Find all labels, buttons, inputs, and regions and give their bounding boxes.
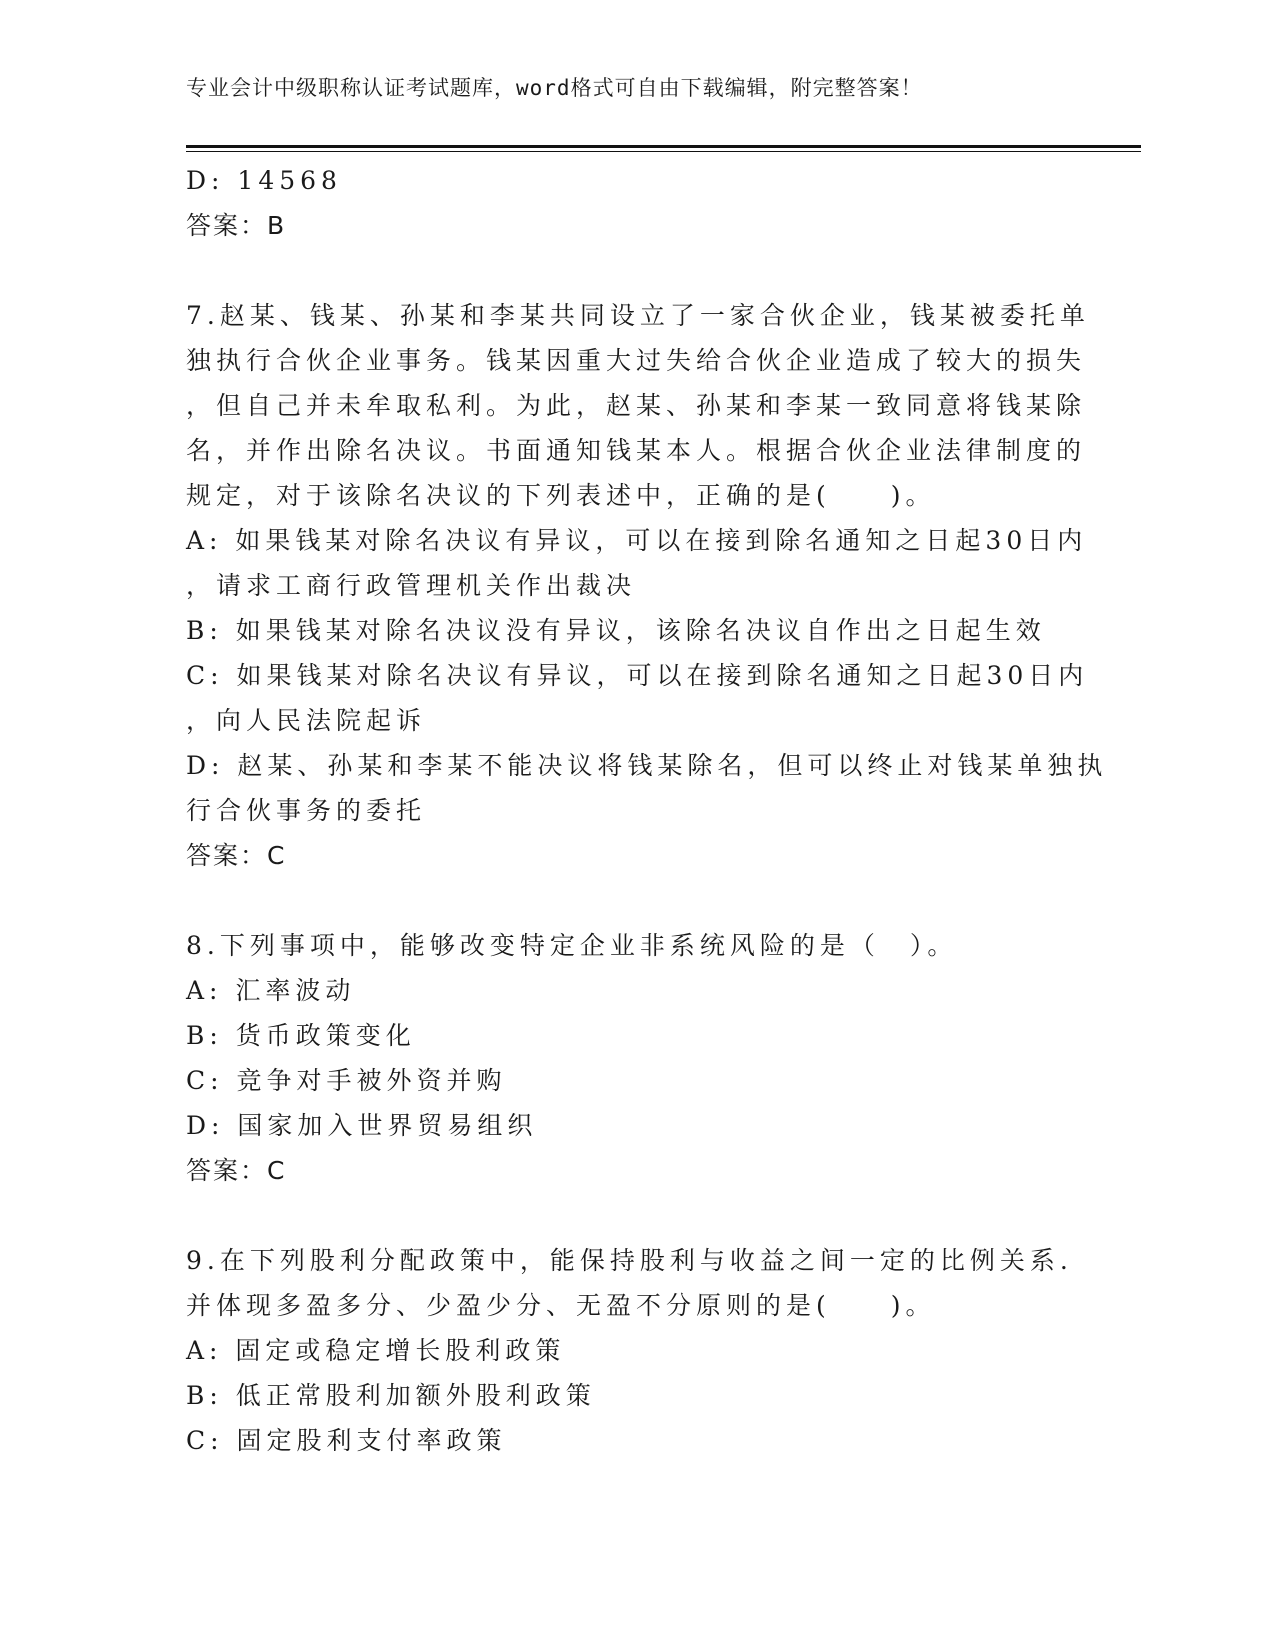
prev-option-d: D: 14568 bbox=[186, 166, 342, 195]
option-d-continued: 行合伙事务的委托 bbox=[186, 796, 427, 825]
option-a-continued: ，请求工商行政管理机关作出裁决 bbox=[186, 571, 637, 600]
option-c-continued: ，向人民法院起诉 bbox=[186, 706, 427, 735]
option-c: C: 竞争对手被外资并购 bbox=[186, 1066, 507, 1095]
question-stem-line: 9.在下列股利分配政策中，能保持股利与收益之间一定的比例关系. bbox=[186, 1246, 1073, 1275]
question-stem-line: 规定，对于该除名决议的下列表述中，正确的是( )。 bbox=[186, 481, 936, 510]
option-a: A: 汇率波动 bbox=[186, 976, 356, 1005]
option-b: B: 低正常股利加额外股利政策 bbox=[186, 1381, 596, 1410]
question-stem-line: ，但自己并未牟取私利。为此，赵某、孙某和李某一致同意将钱某除 bbox=[186, 391, 1087, 420]
option-a: A: 如果钱某对除名决议有异议，可以在接到除名通知之日起30日内 bbox=[186, 526, 1088, 555]
option-a: A: 固定或稳定增长股利政策 bbox=[186, 1336, 566, 1365]
option-c: C: 如果钱某对除名决议有异议，可以在接到除名通知之日起30日内 bbox=[186, 661, 1089, 690]
prev-answer: 答案：B bbox=[186, 211, 287, 240]
option-c: C: 固定股利支付率政策 bbox=[186, 1426, 507, 1455]
question-8 bbox=[186, 923, 1086, 1193]
header-rule-thick bbox=[186, 145, 1141, 148]
answer: 答案：C bbox=[186, 841, 287, 870]
question-7 bbox=[186, 293, 1108, 878]
option-b: B: 如果钱某对除名决议没有异议，该除名决议自作出之日起生效 bbox=[186, 616, 1046, 645]
question-stem-line: 独执行合伙企业事务。钱某因重大过失给合伙企业造成了较大的损失 bbox=[186, 346, 1087, 375]
option-b: B: 货币政策变化 bbox=[186, 1021, 416, 1050]
answer: 答案：C bbox=[186, 1156, 287, 1185]
question-stem-line: 并体现多盈多分、少盈少分、无盈不分原则的是( )。 bbox=[186, 1291, 936, 1320]
spacer bbox=[186, 248, 1086, 293]
document-body bbox=[186, 158, 1108, 1463]
question-stem-line: 名，并作出除名决议。书面通知钱某本人。根据合伙企业法律制度的 bbox=[186, 436, 1087, 465]
page-header: 专业会计中级职称认证考试题库，word格式可自由下载编辑，附完整答案！ bbox=[186, 76, 923, 100]
header-rule-thin bbox=[186, 151, 1141, 152]
spacer bbox=[186, 1193, 1086, 1238]
option-d: D: 赵某、孙某和李某不能决议将钱某除名，但可以终止对钱某单独执 bbox=[186, 751, 1108, 780]
option-d: D: 国家加入世界贸易组织 bbox=[186, 1111, 538, 1140]
question-stem-line: 7.赵某、钱某、孙某和李某共同设立了一家合伙企业，钱某被委托单 bbox=[186, 301, 1090, 330]
spacer bbox=[186, 878, 1086, 923]
question-9 bbox=[186, 1238, 1086, 1463]
question-stem-line: 8.下列事项中，能够改变特定企业非系统风险的是（ ）。 bbox=[186, 931, 958, 960]
